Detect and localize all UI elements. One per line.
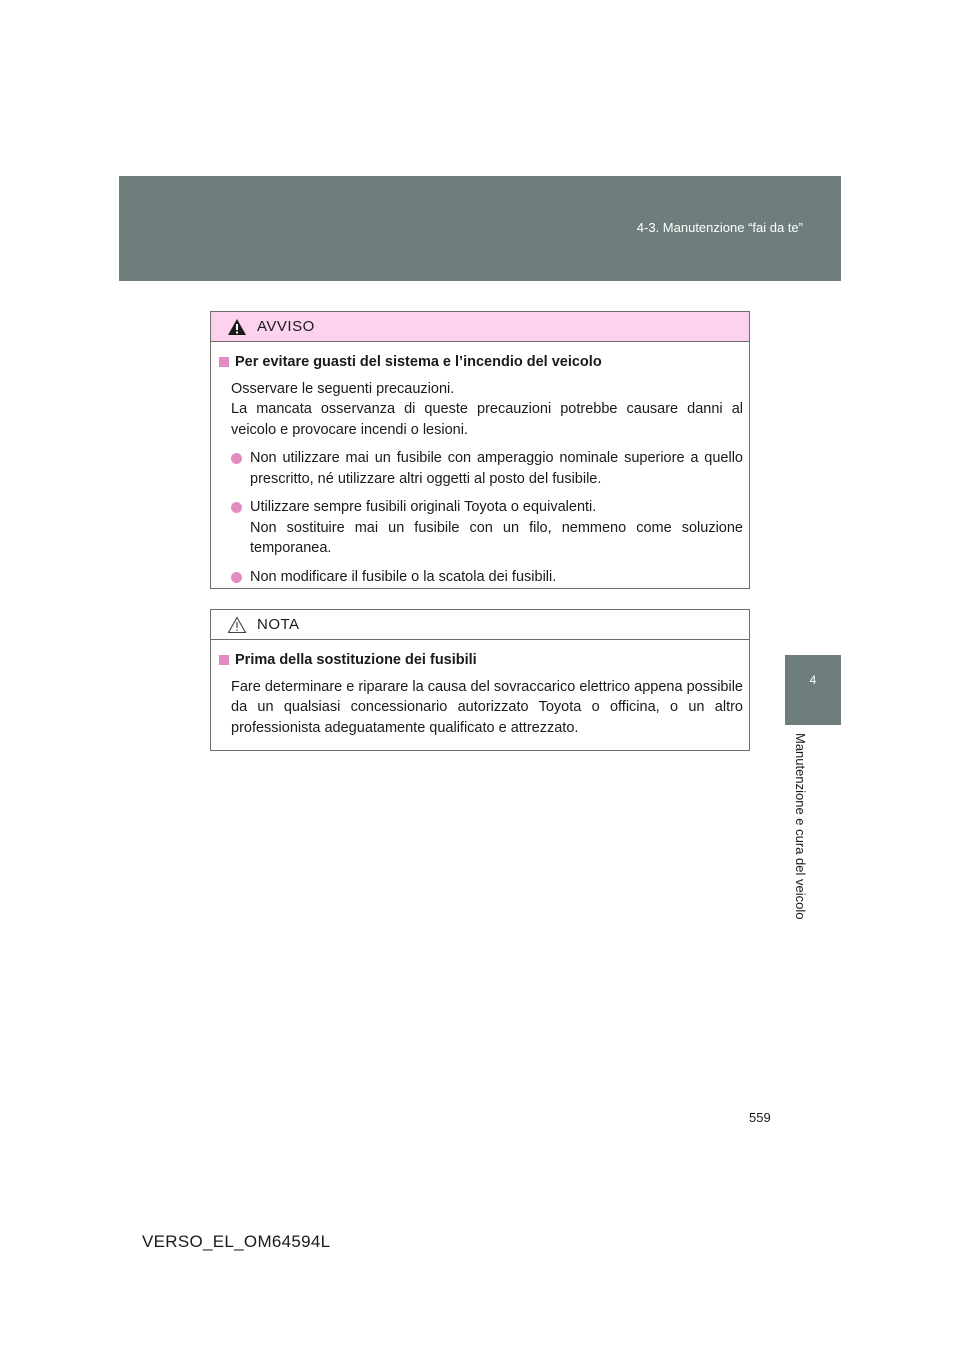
note-heading: NOTA <box>257 616 300 633</box>
warning-body <box>211 342 749 587</box>
intro-line: Osservare le seguenti precauzioni. <box>231 380 455 397</box>
chapter-number: 4 <box>809 673 817 687</box>
warning-section-title-text: Per evitare guasti del sistema e l’incendio del veicolo <box>235 354 602 370</box>
warning-box <box>210 311 750 589</box>
list-item <box>231 497 743 559</box>
note-body <box>211 640 749 738</box>
warning-triangle-outline-icon <box>227 616 247 634</box>
warning-intro <box>231 379 743 441</box>
chapter-label: Manutenzione e cura del veicolo <box>793 733 808 920</box>
warning-header <box>211 312 749 342</box>
note-box <box>210 609 750 751</box>
list-item <box>231 448 743 489</box>
circle-bullet-icon <box>231 502 242 513</box>
bullet-line: Non modificare il fusibile o la scatola dei fusibili. <box>250 568 557 585</box>
document-code: VERSO_EL_OM64594L <box>142 1232 331 1251</box>
square-bullet-icon <box>219 357 229 367</box>
header-band <box>119 176 841 281</box>
chapter-tab <box>785 655 841 725</box>
warning-triangle-filled-icon <box>227 318 247 336</box>
bullet-line: Non utilizzare mai un fusibile con amperaggio nominale superiore a quello prescritto, né utilizzare altri oggetti al posto del fusibile. <box>250 450 743 487</box>
note-paragraph: Fare determinare e riparare la causa del sovraccarico elettrico appena possibile da un qualsiasi concessionario autorizzato Toyota o officina, o un altro professionista adeguatamente qualificato e attrezzato. <box>231 678 743 736</box>
square-bullet-icon <box>219 655 229 665</box>
note-section-title-text: Prima della sostituzione dei fusibili <box>235 652 477 668</box>
bullet-line: Utilizzare sempre fusibili originali Toyota o equivalenti. <box>250 499 597 515</box>
circle-bullet-icon <box>231 572 242 583</box>
page-number: 559 <box>749 1110 771 1125</box>
note-header <box>211 610 749 640</box>
warning-heading: AVVISO <box>257 318 315 335</box>
intro-line: La mancata osservanza di queste precauzioni potrebbe causare danni al veicolo e provocare incendi o lesioni. <box>231 401 743 438</box>
warning-section-title <box>219 352 743 373</box>
section-title: 4-3. Manutenzione “fai da te” <box>636 220 803 235</box>
list-item <box>231 567 743 588</box>
note-section-title <box>219 650 743 671</box>
note-text <box>231 677 743 739</box>
circle-bullet-icon <box>231 453 242 464</box>
bullet-line: Non sostituire mai un fusibile con un filo, nemmeno come soluzione temporanea. <box>250 519 743 556</box>
